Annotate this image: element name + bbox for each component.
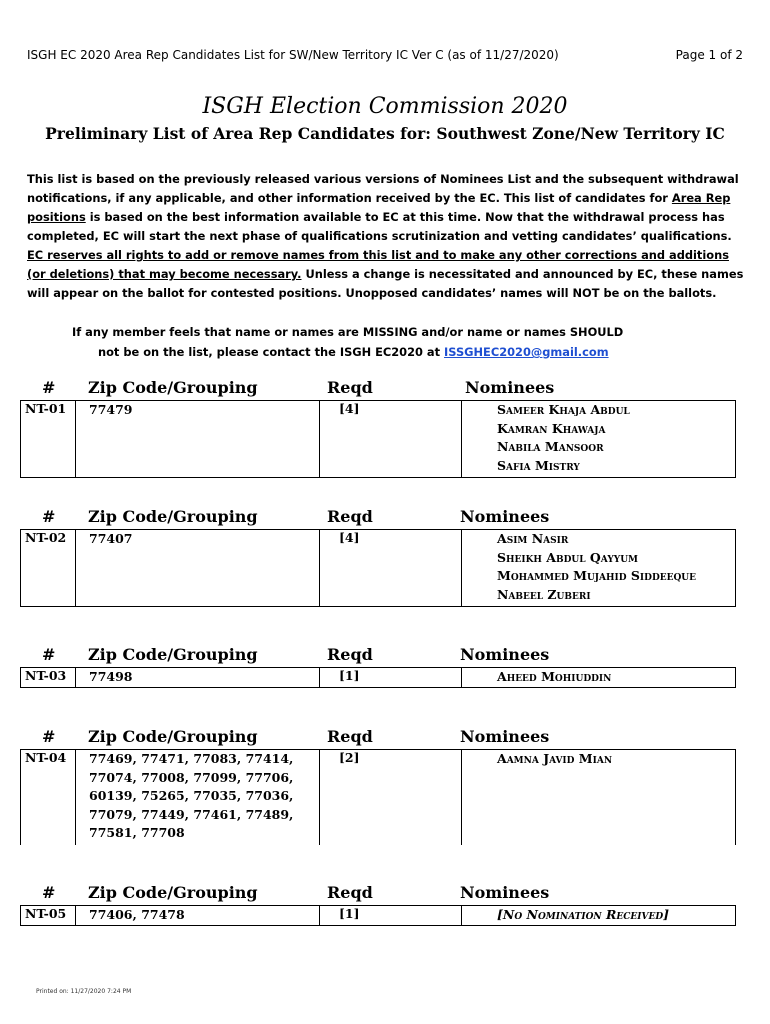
table-row bbox=[20, 400, 736, 478]
intro-text-2: is based on the best information available to EC at this time. Now that the withdrawal process has completed, EC will start the next phase of qualifications scrutinization and vetting candidates’ qualifications. bbox=[27, 210, 732, 243]
nominee: Asim Nasir bbox=[497, 531, 569, 546]
document-title: ISGH EC 2020 Area Rep Candidates List for SW/New Territory IC Ver C (as of 11/27/2020) bbox=[27, 48, 559, 62]
zip-line: 77079, 77449, 77461, 77489, bbox=[89, 806, 294, 822]
table-header bbox=[20, 378, 736, 400]
zip-line: 77407 bbox=[89, 531, 133, 546]
header-nominees: Nominees bbox=[460, 883, 550, 902]
table-row bbox=[20, 529, 736, 607]
area-rep-positions-text: Area Rep positions bbox=[27, 191, 731, 224]
header-zip: Zip Code/Grouping bbox=[88, 507, 258, 526]
header-reqd: Reqd bbox=[327, 645, 373, 664]
intro-text-3: Unless a change is necessitated and announced by EC, these names will appear on the ballot for contested positions. Unopposed candidates’ names will NOT be on the ballots. bbox=[27, 267, 744, 300]
row-zips bbox=[89, 530, 309, 606]
header-zip: Zip Code/Grouping bbox=[88, 727, 258, 746]
table-row bbox=[20, 667, 736, 688]
table-header bbox=[20, 727, 736, 749]
header-zip: Zip Code/Grouping bbox=[88, 883, 258, 902]
row-reqd: [1] bbox=[339, 668, 360, 683]
row-id: NT-03 bbox=[25, 668, 67, 683]
header-nominees: Nominees bbox=[460, 645, 550, 664]
page-subtitle: Preliminary List of Area Rep Candidates for: Southwest Zone/New Territory IC bbox=[45, 124, 725, 143]
row-zips bbox=[89, 668, 309, 687]
nominee: Aheed Mohiuddin bbox=[497, 669, 612, 684]
nominee: Mohammed Mujahid Siddeeque bbox=[497, 568, 697, 583]
section-nt-01 bbox=[20, 378, 736, 478]
zip-line: 77479 bbox=[89, 402, 133, 417]
nominee: Aamna Javid Mian bbox=[497, 751, 613, 766]
contact-line-1: If any member feels that name or names are MISSING and/or name or names SHOULD bbox=[72, 325, 624, 339]
section-nt-04 bbox=[20, 727, 736, 845]
header-reqd: Reqd bbox=[327, 378, 373, 397]
row-reqd: [2] bbox=[339, 750, 360, 765]
row-reqd: [1] bbox=[339, 906, 360, 921]
nominee: Nabeel Zuberi bbox=[497, 586, 591, 602]
header-num: # bbox=[42, 507, 56, 526]
table-header bbox=[20, 883, 736, 905]
table-header bbox=[20, 507, 736, 529]
contact-line-2 bbox=[72, 342, 632, 362]
row-reqd: [4] bbox=[339, 401, 360, 416]
email-link[interactable]: ISSGHEC2020@gmail.com bbox=[444, 345, 609, 359]
header-zip: Zip Code/Grouping bbox=[88, 645, 258, 664]
nominee: Sheikh Abdul Qayyum bbox=[497, 549, 639, 565]
table-row bbox=[20, 749, 736, 845]
header-reqd: Reqd bbox=[327, 727, 373, 746]
intro-paragraph bbox=[27, 170, 745, 303]
header-nominees: Nominees bbox=[460, 727, 550, 746]
page-number: Page 1 of 2 bbox=[675, 48, 743, 62]
row-zips bbox=[89, 750, 309, 845]
zip-line: 77498 bbox=[89, 669, 133, 684]
row-zips bbox=[89, 906, 309, 925]
header-nominees: Nominees bbox=[465, 378, 555, 397]
header-num: # bbox=[42, 378, 56, 397]
zip-line: 77469, 77471, 77083, 77414, bbox=[89, 751, 294, 766]
row-nominees bbox=[497, 906, 737, 925]
page-header bbox=[27, 48, 743, 66]
section-nt-05 bbox=[20, 883, 736, 926]
nominee: Kamran Khawaja bbox=[497, 420, 606, 436]
header-num: # bbox=[42, 727, 56, 746]
nominee: [No Nomination Received] bbox=[497, 907, 670, 922]
header-reqd: Reqd bbox=[327, 507, 373, 526]
row-id: NT-04 bbox=[25, 750, 67, 765]
page-title: ISGH Election Commission 2020 bbox=[202, 94, 568, 119]
header-num: # bbox=[42, 645, 56, 664]
nominee: Sameer Khaja Abdul bbox=[497, 402, 630, 417]
row-id: NT-01 bbox=[25, 401, 67, 416]
table-row bbox=[20, 905, 736, 926]
zip-line: 60139, 75265, 77035, 77036, bbox=[89, 788, 294, 803]
zip-line: 77074, 77008, 77099, 77706, bbox=[89, 769, 294, 785]
row-nominees bbox=[497, 668, 737, 687]
header-zip: Zip Code/Grouping bbox=[88, 378, 258, 397]
header-num: # bbox=[42, 883, 56, 902]
print-timestamp: Printed on: 11/27/2020 7:24 PM bbox=[36, 988, 132, 995]
zip-line: 77406, 77478 bbox=[89, 907, 185, 922]
row-id: NT-02 bbox=[25, 530, 67, 545]
nominee: Safia Mistry bbox=[497, 457, 580, 473]
row-zips bbox=[89, 401, 309, 477]
zip-line: 77581, 77708 bbox=[89, 825, 185, 840]
intro-text-1: This list is based on the previously released various versions of Nominees List and the subsequent withdrawal notifications, if any applicable, and other information received by the EC. This list of candidates for bbox=[27, 172, 739, 205]
row-reqd: [4] bbox=[339, 530, 360, 545]
row-id: NT-05 bbox=[25, 906, 67, 921]
row-nominees bbox=[497, 401, 737, 477]
contact-note bbox=[72, 322, 632, 362]
table-header bbox=[20, 645, 736, 667]
row-nominees bbox=[497, 750, 737, 845]
intro-disclaimer: EC reserves all rights to add or remove names from this list and to make any other corrections and additions (or deletions) that may become necessary. bbox=[27, 248, 729, 281]
row-nominees bbox=[497, 530, 737, 606]
header-reqd: Reqd bbox=[327, 883, 373, 902]
header-nominees: Nominees bbox=[460, 507, 550, 526]
contact-line-2-text: not be on the list, please contact the ISGH EC2020 at bbox=[98, 345, 445, 359]
nominee: Nabila Mansoor bbox=[497, 439, 604, 454]
section-nt-03 bbox=[20, 645, 736, 688]
section-nt-02 bbox=[20, 507, 736, 607]
